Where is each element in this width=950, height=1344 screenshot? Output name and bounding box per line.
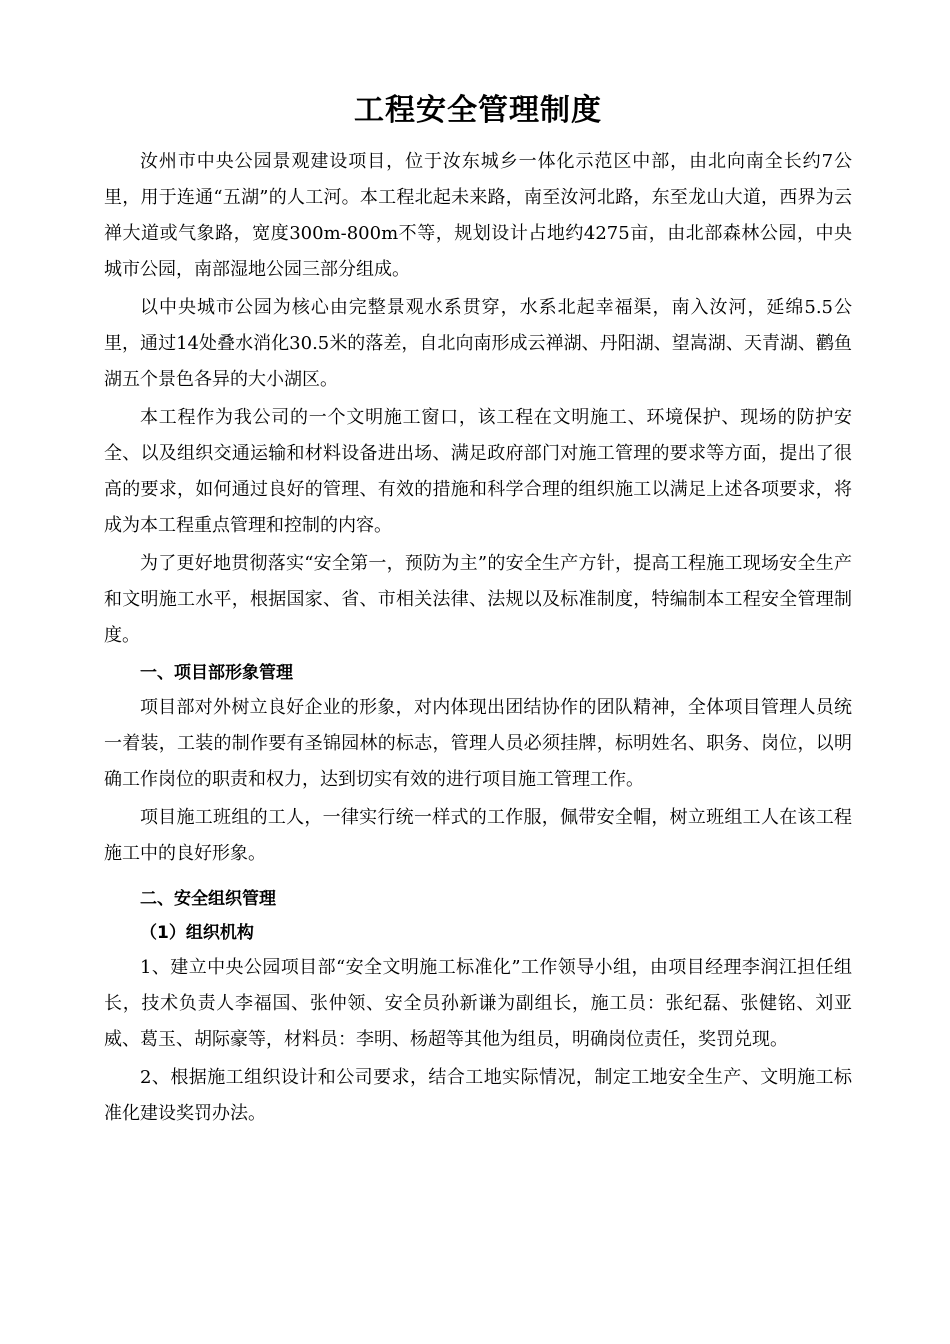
section2-paragraph-leadership-group: 1、建立中央公园项目部“安全文明施工标准化”工作领导小组，由项目经理李润江担任组长，技术负责人李福国、张仲领、安全员孙新谦为副组长，施工员：张纪磊、张健铭、刘亚威、葛玉、胡际豪等，材料员：李明、杨超等其他为组员，明确岗位责任，奖罚兑现。 (104, 957, 852, 1050)
section1-paragraph-workers: 项目施工班组的工人，一律实行统一样式的工作服，佩带安全帽，树立班组工人在该工程施工中的良好形象。 (104, 807, 852, 864)
section-heading-safety-organization: 二、安全组织管理 (140, 889, 276, 909)
document-title: 工程安全管理制度 (354, 93, 602, 128)
section2-paragraph-reward-rules: 2、根据施工组织设计和公司要求，结合工地实际情况，制定工地安全生产、文明施工标准化建设奖罚办法。 (104, 1067, 852, 1124)
intro-paragraph-requirements: 本工程作为我公司的一个文明施工窗口，该工程在文明施工、环境保护、现场的防护安全、以及组织交通运输和材料设备进出场、满足政府部门对施工管理的要求等方面，提出了很高的要求，如何通过良好的管理、有效的措施和科学合理的组织施工以满足上述各项要求，将成为本工程重点管理和控制的内容。 (104, 407, 852, 536)
subsection-heading-organization: （1）组织机构 (140, 923, 254, 943)
intro-paragraph-location: 汝州市中央公园景观建设项目，位于汝东城乡一体化示范区中部，由北向南全长约7公里，用于连通“五湖”的人工河。本工程北起未来路，南至汝河北路，东至龙山大道，西界为云禅大道或气象路，宽度300m-800m不等，规划设计占地约4275亩，由北部森林公园，中央城市公园，南部湿地公园三部分组成。 (104, 151, 852, 280)
intro-paragraph-water-system: 以中央城市公园为核心由完整景观水系贯穿，水系北起幸福渠，南入汝河，延绵5.5公里，通过14处叠水消化30.5米的落差，自北向南形成云禅湖、丹阳湖、望嵩湖、天青湖、鹳鱼湖五个景色各异的大小湖区。 (104, 297, 852, 390)
section1-paragraph-staff: 项目部对外树立良好企业的形象，对内体现出团结协作的团队精神，全体项目管理人员统一着装，工装的制作要有圣锦园林的标志，管理人员必须挂牌，标明姓名、职务、岗位，以明确工作岗位的职责和权力，达到切实有效的进行项目施工管理工作。 (104, 697, 852, 790)
section-heading-image-management: 一、项目部形象管理 (140, 663, 293, 683)
document-body (104, 86, 852, 1134)
intro-paragraph-purpose: 为了更好地贯彻落实“安全第一，预防为主”的安全生产方针，提高工程施工现场安全生产和文明施工水平，根据国家、省、市相关法律、法规以及标准制度，特编制本工程安全管理制度。 (104, 553, 852, 646)
